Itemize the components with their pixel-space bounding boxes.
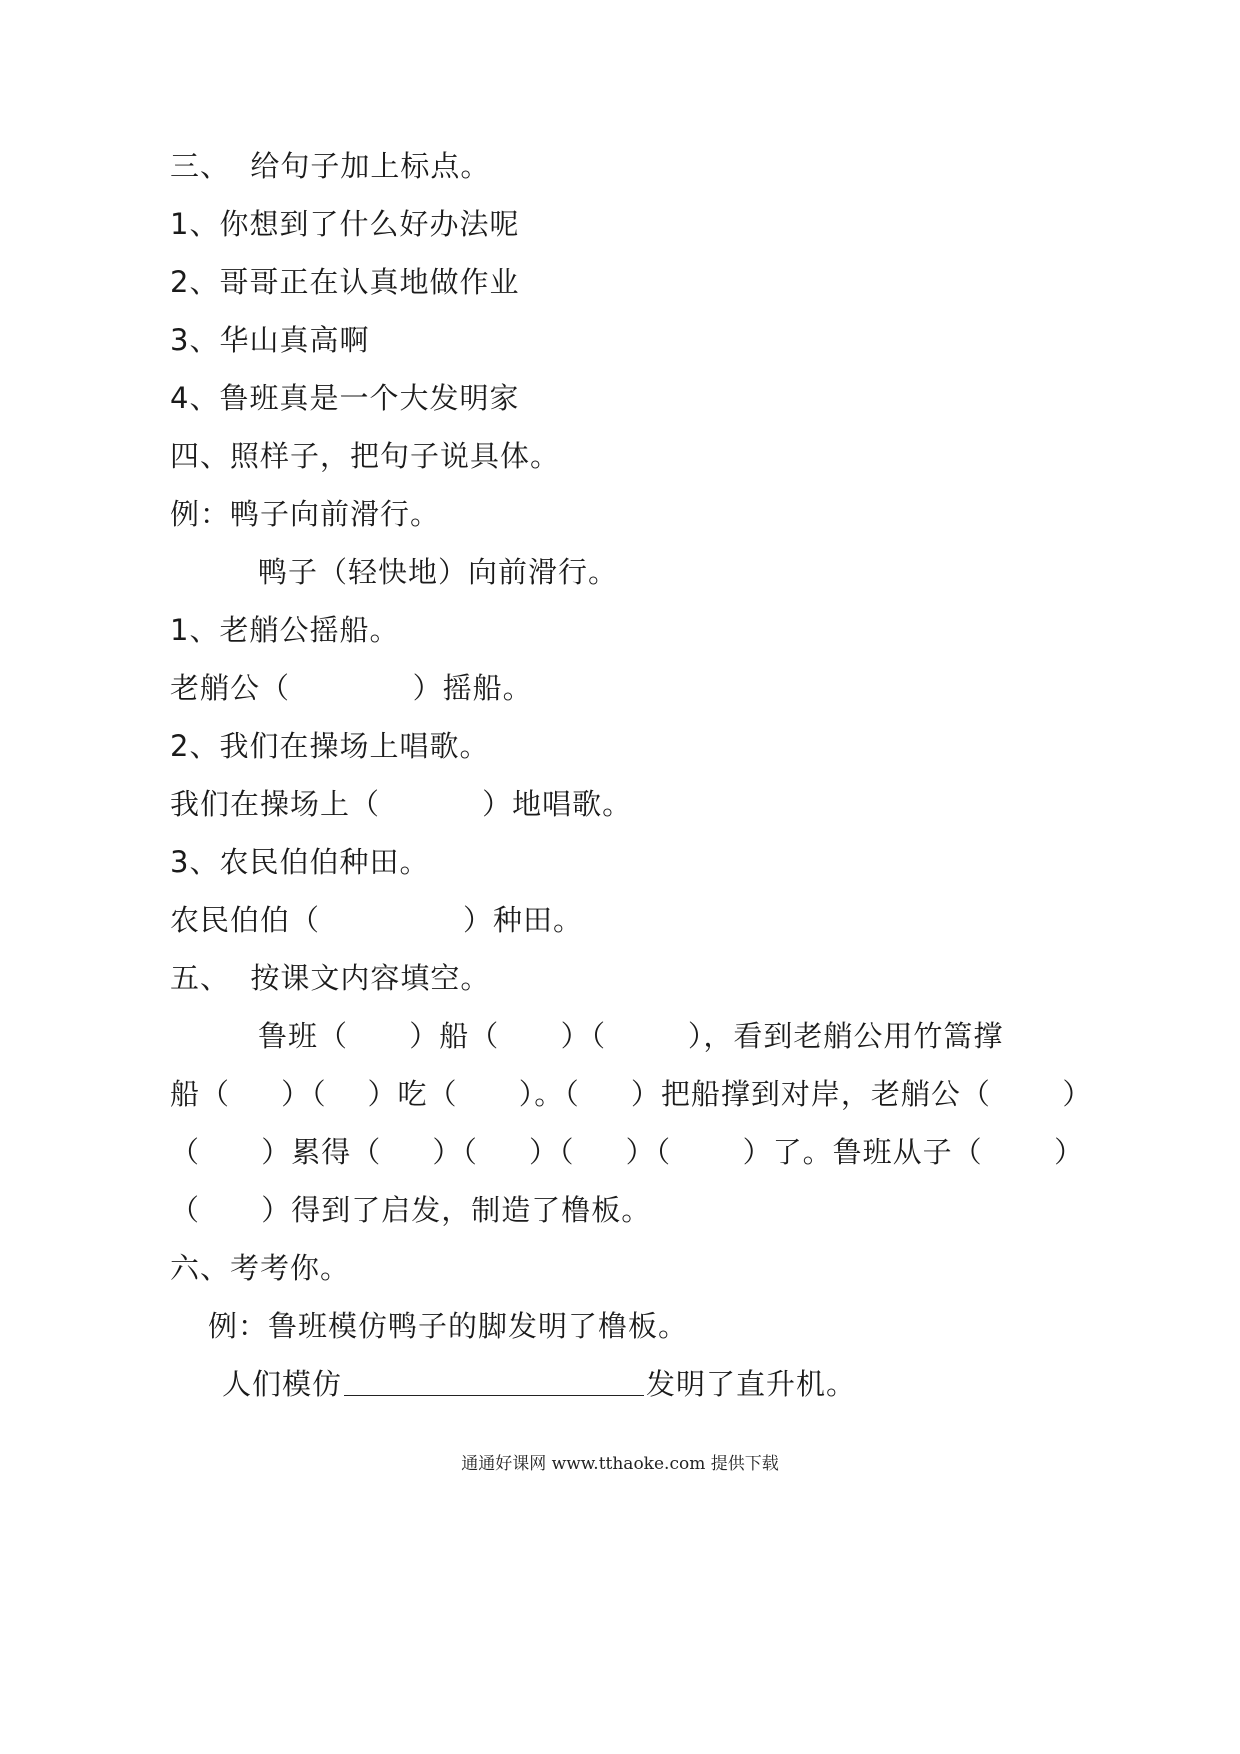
- answer-blank-line[interactable]: [344, 1369, 644, 1396]
- section3-item-1: 1、你想到了什么好办法呢: [170, 207, 520, 241]
- section3-item-2: 2、哥哥正在认真地做作业: [170, 265, 520, 299]
- section3-heading: 三、 给句子加上标点。: [170, 149, 491, 183]
- section4-fill-2: 我们在操场上（ ）地唱歌。: [170, 787, 633, 821]
- section6-fill-prefix: 人们模仿: [222, 1367, 343, 1401]
- section4-example-label: 例：鸭子向前滑行。: [170, 497, 441, 531]
- page-footer: 通通好课网 www.tthaoke.com 提供下载: [461, 1454, 779, 1474]
- section6-fill: [222, 1364, 856, 1404]
- section5-line-4: （ ）得到了启发，制造了橹板。: [170, 1193, 652, 1227]
- section3-item-3: 3、华山真高啊: [170, 323, 370, 357]
- section5-line-1: 鲁班（ ）船（ ）（ ），看到老艄公用竹篙撑: [258, 1019, 1004, 1053]
- section5-line-2: 船（ ）（ ）吃（ ）。（ ）把船撑到对岸，老艄公（ ）: [170, 1077, 1093, 1111]
- section6-heading: 六、考考你。: [170, 1251, 351, 1285]
- section4-example-answer: 鸭子（轻快地）向前滑行。: [258, 555, 619, 589]
- section6-example: 例：鲁班模仿鸭子的脚发明了橹板。: [208, 1309, 689, 1343]
- section4-fill-3: 农民伯伯（ ）种田。: [170, 903, 584, 937]
- section4-question-2: 2、我们在操场上唱歌。: [170, 729, 490, 763]
- section5-heading: 五、 按课文内容填空。: [170, 961, 491, 995]
- section4-fill-1: 老艄公（ ）摇船。: [170, 671, 533, 705]
- section4-question-1: 1、老艄公摇船。: [170, 613, 400, 647]
- section6-fill-suffix: 发明了直升机。: [646, 1367, 857, 1401]
- section4-question-3: 3、农民伯伯种田。: [170, 845, 430, 879]
- section4-heading: 四、照样子，把句子说具体。: [170, 439, 561, 473]
- section5-line-3: （ ）累得（ ）（ ）（ ）（ ）了。鲁班从子（ ）: [170, 1135, 1085, 1169]
- section3-item-4: 4、鲁班真是一个大发明家: [170, 381, 520, 415]
